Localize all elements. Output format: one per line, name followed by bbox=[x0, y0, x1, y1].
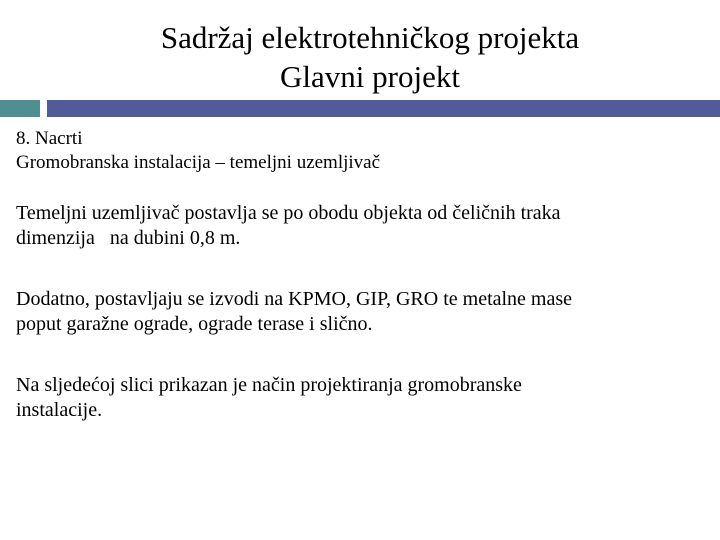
paragraph-grounding bbox=[16, 201, 706, 251]
title-line-2: Glavni projekt bbox=[280, 59, 460, 94]
accent-bar-divider bbox=[40, 100, 47, 117]
paragraph-figure-note-line-1: Na sljedećoj slici prikazan je način projektiranja gromobranske bbox=[16, 374, 522, 396]
slide-content bbox=[16, 127, 706, 423]
section-number: 8. Nacrti bbox=[16, 128, 83, 149]
paragraph-grounding-line-1: Temeljni uzemljivač postavlja se po obodu objekta od čeličnih traka bbox=[16, 202, 561, 224]
title-line-1: Sadržaj elektrotehničkog projekta bbox=[160, 20, 580, 55]
section-subtitle: Gromobranska instalacija – temeljni uzemljivač bbox=[16, 152, 381, 173]
slide-title bbox=[0, 18, 720, 96]
paragraph-grounding-line-2: dimenzija na dubini 0,8 m. bbox=[16, 227, 241, 249]
paragraph-outlets-line-1: Dodatno, postavljaju se izvodi na KPMO, GIP, GRO te metalne mase bbox=[16, 288, 573, 310]
accent-bar-teal bbox=[0, 100, 40, 117]
section-heading bbox=[16, 127, 706, 175]
paragraph-figure-note-line-2: instalacije. bbox=[16, 399, 103, 421]
accent-bar-blue bbox=[47, 100, 720, 117]
paragraph-outlets-line-2: poput garažne ograde, ograde terase i slično. bbox=[16, 313, 373, 335]
paragraph-outlets bbox=[16, 287, 706, 337]
paragraph-figure-note bbox=[16, 373, 706, 423]
